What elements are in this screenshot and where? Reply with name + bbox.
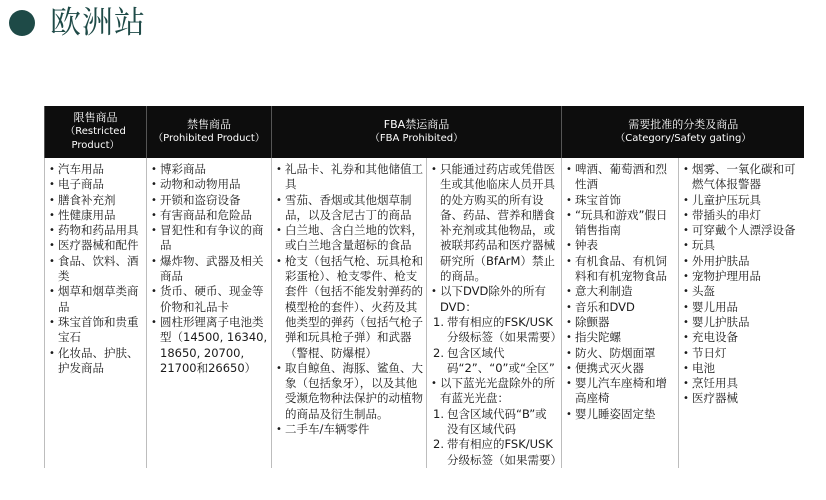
subitem-text: 带有相应的FSK/USK分级标签（如果需要） — [447, 314, 562, 345]
list-item: • 钟表 — [566, 238, 675, 253]
list-item: • 以下蓝光光盘除外的所有蓝光光盘： — [431, 376, 558, 407]
list-item: • 爆炸物、武器及相关商品 — [151, 254, 268, 285]
list-item: • 外用护肤品 — [683, 254, 801, 269]
subitem-number: 1. — [433, 406, 444, 421]
header-prohibited — [147, 106, 272, 158]
prohibited-column — [147, 158, 272, 468]
list-item: • 性健康用品 — [49, 208, 143, 223]
list-item: • 膳食补充剂 — [49, 193, 143, 208]
list-item: • 带插头的串灯 — [683, 208, 801, 223]
title-bullet-dot — [9, 10, 35, 36]
list-item: • 除颤器 — [566, 315, 675, 330]
list-item: • 音乐和DVD — [566, 300, 675, 315]
list-item: • 婴儿护肤品 — [683, 315, 801, 330]
list-item: • 枪支（包括气枪、玩具枪和彩蛋枪）、枪支零件、枪支套件（包括不能发射弹药的模型枪的套件）、火药及其他类型的弹药（包括气枪子弹和玩具枪子弹）和武器（警棍、防爆棍） — [276, 254, 423, 361]
gating-list-right — [683, 162, 801, 407]
list-item: • 礼品卡、礼券和其他储值工具 — [276, 162, 423, 193]
list-item: • 有机食品、有机饲料和有机宠物食品 — [566, 254, 675, 285]
list-item: • 只能通过药店或凭借医生或其他临床人员开具的处方购买的所有设备、药品、营养和膳食补充剂或其他物品，或被联邦药品和医疗器械研究所（BfArM）禁止的商品。 — [431, 162, 558, 284]
gating-list-left — [566, 162, 675, 422]
list-item: • 珠宝首饰和贵重宝石 — [49, 315, 143, 346]
list-item: • 可穿戴个人漂浮设备 — [683, 223, 801, 238]
list-item: • 烹饪用具 — [683, 376, 801, 391]
list-item: • 防火、防烟面罩 — [566, 346, 675, 361]
list-item: • 意大利制造 — [566, 284, 675, 299]
subitem-number: 2. — [433, 345, 444, 360]
list-item: • 充电设备 — [683, 330, 801, 345]
list-item: • 白兰地、含白兰地的饮料，或白兰地含量超标的食品 — [276, 223, 423, 254]
prohibited-list — [151, 162, 268, 376]
slide-header — [0, 0, 826, 60]
list-item: • 医疗器械 — [683, 391, 801, 406]
list-item: • 博彩商品 — [151, 162, 268, 177]
list-item: • 汽车用品 — [49, 162, 143, 177]
list-item: • 烟雾、一氧化碳和可燃气体报警器 — [683, 162, 801, 193]
subitem-text: 带有相应的FSK/USK分级标签（如果需要） — [447, 437, 562, 467]
list-item: • 医疗器械和配件 — [49, 238, 143, 253]
list-item: • 婴儿汽车座椅和增高座椅 — [566, 376, 675, 407]
list-item: • 珠宝首饰 — [566, 193, 675, 208]
list-item: • 圆柱形锂离子电池类型（14500, 16340, 18650, 20700, 21700和26650） — [151, 315, 268, 376]
header-gating-zh: 需要批准的分类及商品 — [628, 118, 739, 131]
header-restricted — [45, 106, 147, 158]
list-item: • 雪茄、香烟或其他烟草制品，以及含尼古丁的商品 — [276, 193, 423, 224]
list-item: • “玩具和游戏”假日销售指南 — [566, 208, 675, 239]
list-item: • 烟草和烟草类商品 — [49, 284, 143, 315]
fba-prohibited-column-right — [427, 158, 562, 468]
fba-prohibited-list-left — [276, 162, 423, 437]
gating-column-left — [562, 158, 679, 468]
list-item: • 便携式灭火器 — [566, 361, 675, 376]
slide-title: 欧洲站 — [50, 5, 146, 41]
list-item: • 货币、硬币、现金等价物和礼品卡 — [151, 284, 268, 315]
table-header-row — [45, 106, 805, 158]
product-restriction-table — [44, 106, 804, 494]
table-body-row — [45, 158, 805, 468]
header-prohibited-en: （Prohibited Product） — [153, 133, 265, 144]
list-subitem — [431, 407, 558, 438]
list-item: • 儿童护压玩具 — [683, 193, 801, 208]
list-item: • 动物和动物用品 — [151, 177, 268, 192]
list-item: • 电子商品 — [49, 177, 143, 192]
header-fba-prohibited — [272, 106, 562, 158]
list-subitem — [431, 346, 558, 377]
header-gating-en: （Category/Safety gating） — [615, 133, 752, 144]
header-restricted-zh: 限售商品 — [73, 111, 118, 124]
header-fba-en: （FBA Prohibited） — [369, 133, 464, 144]
list-item: • 二手车/车辆零件 — [276, 422, 423, 437]
list-item: • 开锁和盗窃设备 — [151, 193, 268, 208]
subitem-text: 包含区域代码“2”、“0”或“全区” — [447, 345, 555, 375]
list-item: • 化妆品、护肤、护发商品 — [49, 346, 143, 377]
list-item: • 电池 — [683, 361, 801, 376]
list-item: • 冒犯性和有争议的商品 — [151, 223, 268, 254]
list-item: • 药物和药品用具 — [49, 223, 143, 238]
header-prohibited-zh: 禁售商品 — [187, 118, 231, 131]
gating-column-right — [679, 158, 804, 468]
header-restricted-en: （Restricted Product） — [65, 126, 126, 151]
subitem-number: 1. — [433, 314, 444, 329]
list-item: • 宠物护理用品 — [683, 269, 801, 284]
list-item: • 以下DVD除外的所有DVD： — [431, 284, 558, 315]
list-item: • 有害商品和危险品 — [151, 208, 268, 223]
list-item: • 取自鲸鱼、海豚、鲨鱼、大象（包括象牙），以及其他受濒危物种法保护的动植物的商品及衍生制品。 — [276, 361, 423, 422]
subitem-text: 包含区域代码“B”或没有区域代码 — [447, 406, 547, 437]
restriction-table — [44, 106, 804, 468]
list-item: • 食品、饮料、酒类 — [49, 254, 143, 285]
list-item: • 婴儿睡姿固定垫 — [566, 407, 675, 422]
restricted-list — [49, 162, 143, 376]
header-fba-zh: FBA禁运商品 — [383, 118, 450, 131]
list-item: • 节日灯 — [683, 346, 801, 361]
list-item: • 婴儿用品 — [683, 300, 801, 315]
list-subitem — [431, 437, 562, 468]
header-category-gating — [562, 106, 804, 158]
list-item: • 啤酒、葡萄酒和烈性酒 — [566, 162, 675, 193]
fba-prohibited-list-right — [431, 162, 562, 468]
fba-prohibited-column-left — [272, 158, 427, 468]
list-subitem — [431, 314, 562, 346]
list-item: • 头盔 — [683, 284, 801, 299]
restricted-column — [45, 158, 147, 468]
list-item: • 指尖陀螺 — [566, 330, 675, 345]
subitem-number: 2. — [433, 437, 444, 452]
list-item: • 玩具 — [683, 238, 801, 253]
